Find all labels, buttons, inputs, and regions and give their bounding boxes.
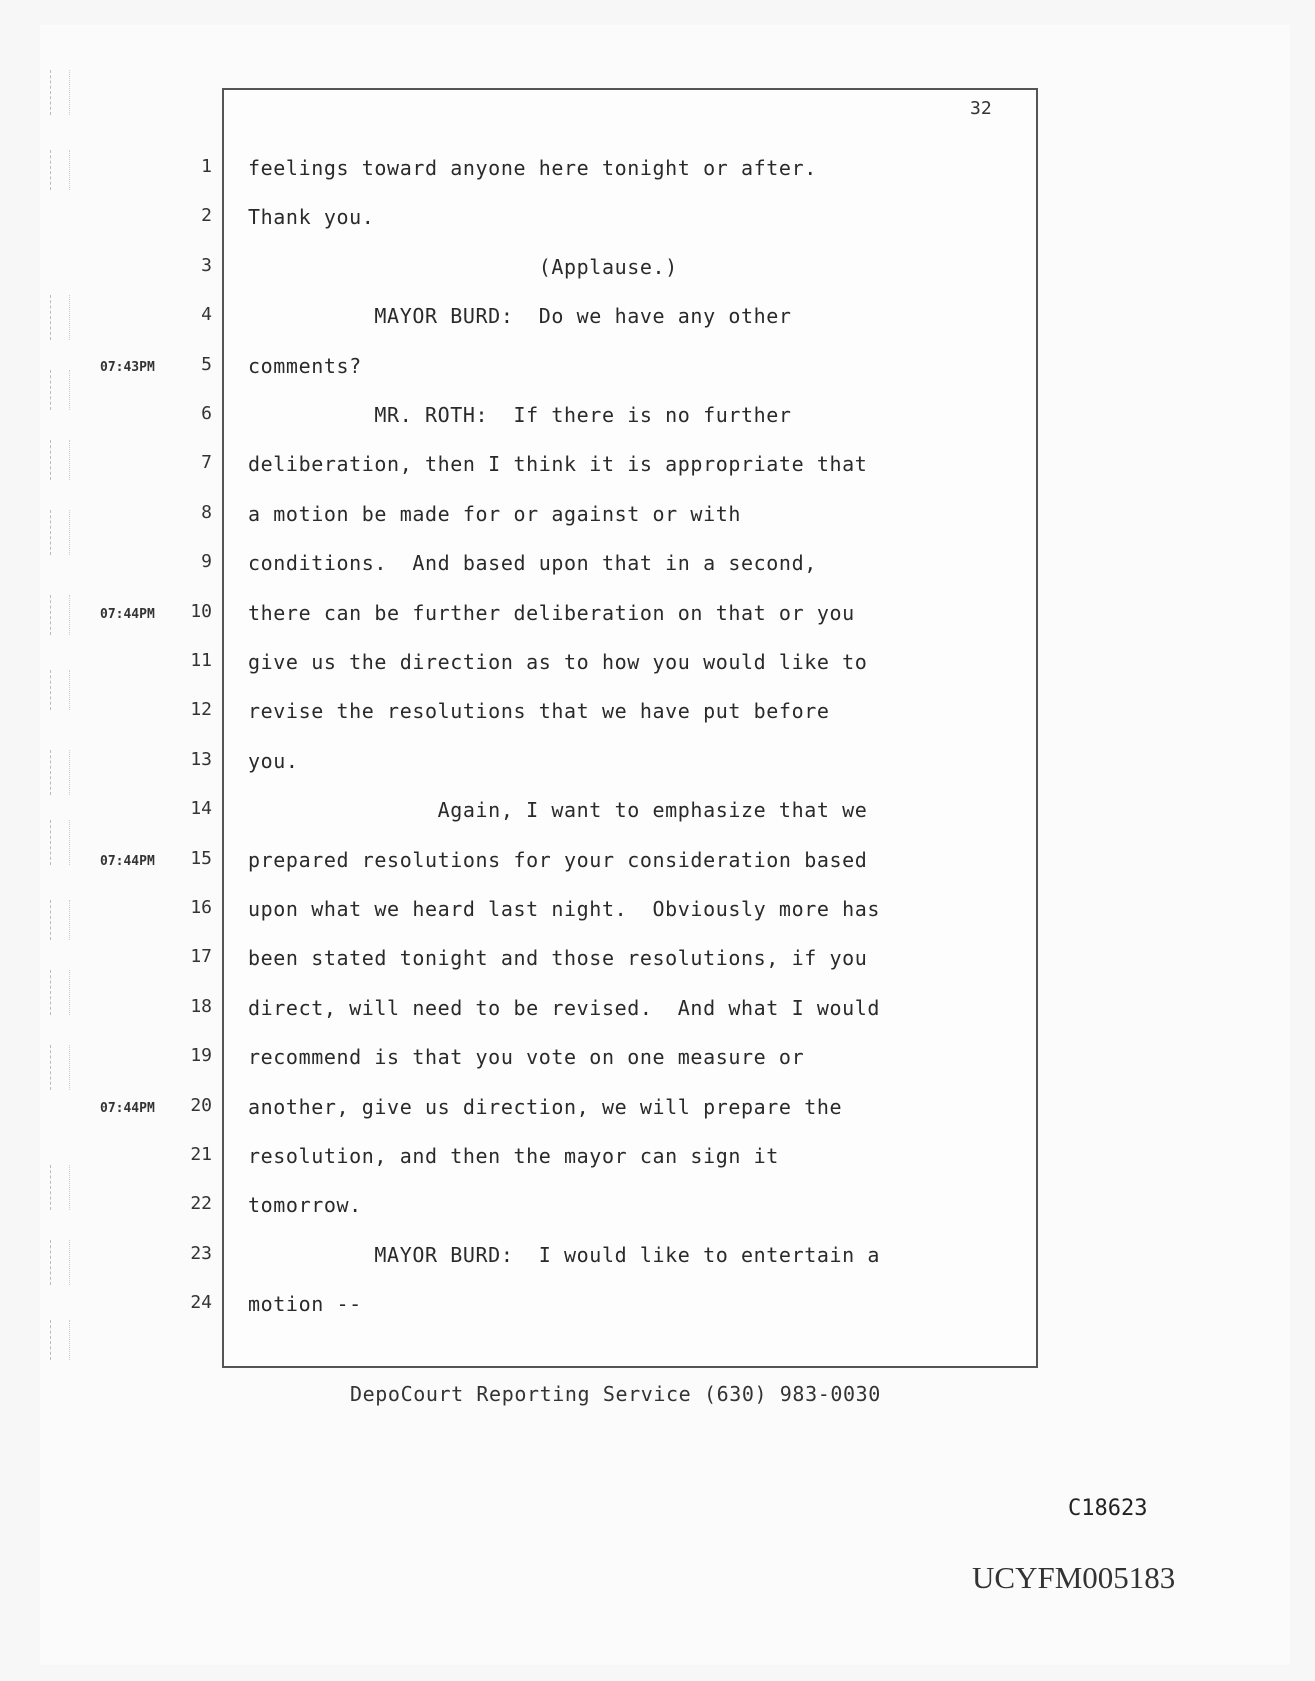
line-number: 21 bbox=[190, 1144, 212, 1165]
line-text: (Applause.) bbox=[248, 255, 678, 279]
transcript-line bbox=[0, 1193, 1040, 1223]
line-text: motion -- bbox=[248, 1292, 362, 1316]
line-number: 24 bbox=[190, 1292, 212, 1313]
transcript-line bbox=[0, 1243, 1040, 1273]
transcript-line bbox=[0, 502, 1040, 532]
line-text: Again, I want to emphasize that we bbox=[248, 798, 868, 822]
line-number: 22 bbox=[190, 1193, 212, 1214]
line-number: 15 bbox=[190, 848, 212, 869]
line-number: 7 bbox=[201, 452, 212, 473]
line-text: been stated tonight and those resolutions, if you bbox=[248, 946, 868, 970]
line-text: a motion be made for or against or with bbox=[248, 502, 741, 526]
page-number: 32 bbox=[970, 98, 992, 119]
line-number: 4 bbox=[201, 304, 212, 325]
transcript-line bbox=[0, 798, 1040, 828]
line-text: prepared resolutions for your consideration based bbox=[248, 848, 868, 872]
transcript-line bbox=[0, 205, 1040, 235]
transcript-line bbox=[0, 255, 1040, 285]
line-text: another, give us direction, we will prepare the bbox=[248, 1095, 843, 1119]
line-number: 6 bbox=[201, 403, 212, 424]
line-number: 13 bbox=[190, 749, 212, 770]
line-number: 23 bbox=[190, 1243, 212, 1264]
transcript-line bbox=[0, 551, 1040, 581]
timestamp: 07:44PM bbox=[100, 607, 155, 622]
transcript-line bbox=[0, 848, 1040, 878]
transcript-line bbox=[0, 1292, 1040, 1322]
transcript-line bbox=[0, 403, 1040, 433]
line-number: 8 bbox=[201, 502, 212, 523]
line-text: MAYOR BURD: I would like to entertain a bbox=[248, 1243, 881, 1267]
transcript-line bbox=[0, 601, 1040, 631]
line-text: MAYOR BURD: Do we have any other bbox=[248, 304, 792, 328]
timestamp: 07:44PM bbox=[100, 1101, 155, 1116]
line-text: deliberation, then I think it is appropriate that bbox=[248, 452, 868, 476]
line-number: 14 bbox=[190, 798, 212, 819]
transcript-line bbox=[0, 946, 1040, 976]
transcript-line bbox=[0, 699, 1040, 729]
line-number: 17 bbox=[190, 946, 212, 967]
line-number: 1 bbox=[201, 156, 212, 177]
transcript-line bbox=[0, 1095, 1040, 1125]
line-text: revise the resolutions that we have put before bbox=[248, 699, 830, 723]
line-number: 11 bbox=[190, 650, 212, 671]
line-number: 20 bbox=[190, 1095, 212, 1116]
line-text: there can be further deliberation on that or you bbox=[248, 601, 855, 625]
transcript-line bbox=[0, 354, 1040, 384]
line-number: 18 bbox=[190, 996, 212, 1017]
line-text: you. bbox=[248, 749, 299, 773]
line-number: 16 bbox=[190, 897, 212, 918]
line-number: 9 bbox=[201, 551, 212, 572]
transcript-line bbox=[0, 1045, 1040, 1075]
line-text: Thank you. bbox=[248, 205, 375, 229]
line-text: give us the direction as to how you would like to bbox=[248, 650, 868, 674]
line-number: 5 bbox=[201, 354, 212, 375]
timestamp: 07:43PM bbox=[100, 360, 155, 375]
line-text: recommend is that you vote on one measure or bbox=[248, 1045, 805, 1069]
line-number: 10 bbox=[190, 601, 212, 622]
transcript-line bbox=[0, 452, 1040, 482]
line-text: comments? bbox=[248, 354, 362, 378]
bates-number-small: C18623 bbox=[1068, 1496, 1148, 1521]
transcript-line bbox=[0, 650, 1040, 680]
transcript-line bbox=[0, 156, 1040, 186]
line-number: 19 bbox=[190, 1045, 212, 1066]
line-number: 2 bbox=[201, 205, 212, 226]
transcript-line bbox=[0, 1144, 1040, 1174]
bates-number-large: UCYFM005183 bbox=[972, 1560, 1176, 1595]
line-text: feelings toward anyone here tonight or after. bbox=[248, 156, 817, 180]
transcript-line bbox=[0, 304, 1040, 334]
footer-reporting-service: DepoCourt Reporting Service (630) 983-0030 bbox=[350, 1382, 881, 1406]
transcript-line bbox=[0, 996, 1040, 1026]
line-text: conditions. And based upon that in a second, bbox=[248, 551, 817, 575]
transcript-line bbox=[0, 749, 1040, 779]
line-text: upon what we heard last night. Obviously more has bbox=[248, 897, 881, 921]
line-number: 12 bbox=[190, 699, 212, 720]
line-text: resolution, and then the mayor can sign it bbox=[248, 1144, 779, 1168]
timestamp: 07:44PM bbox=[100, 854, 155, 869]
line-text: direct, will need to be revised. And what I would bbox=[248, 996, 881, 1020]
line-text: tomorrow. bbox=[248, 1193, 362, 1217]
transcript-line bbox=[0, 897, 1040, 927]
line-number: 3 bbox=[201, 255, 212, 276]
line-text: MR. ROTH: If there is no further bbox=[248, 403, 792, 427]
